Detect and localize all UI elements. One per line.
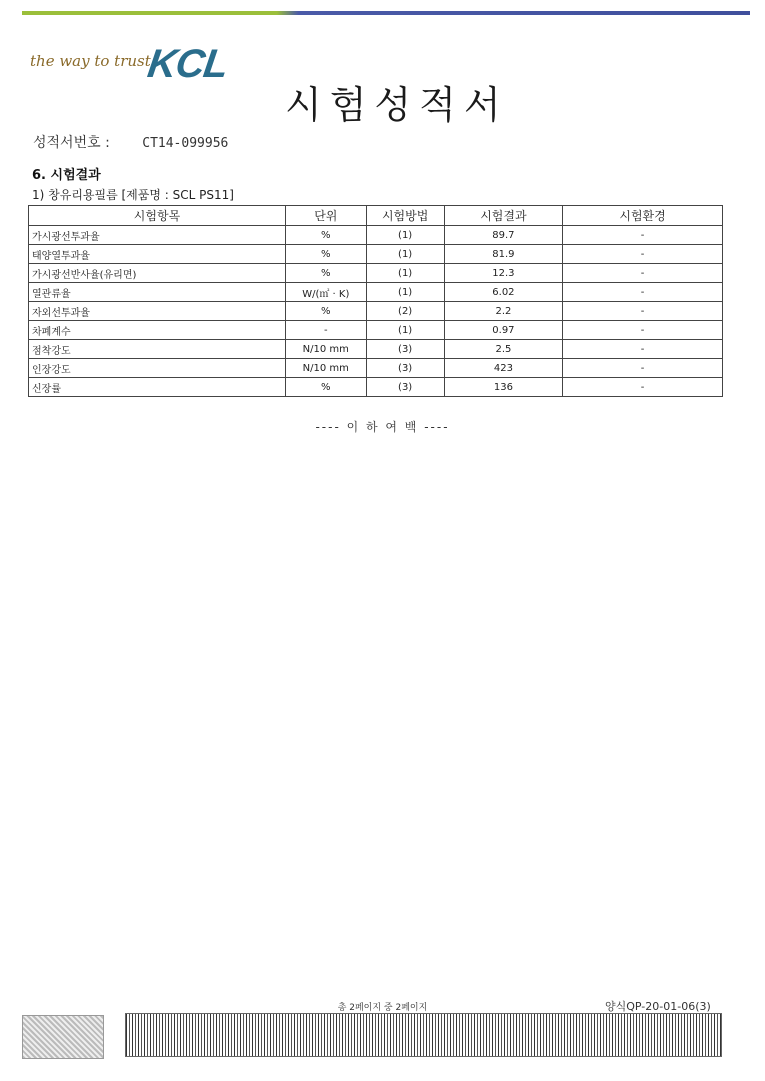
logo-tagline: the way to trust <box>30 52 151 70</box>
table-row <box>29 264 723 283</box>
cell-result: 12.3 <box>444 264 562 283</box>
cell-method: (3) <box>366 378 444 397</box>
cell-environment: - <box>563 340 723 359</box>
table-row <box>29 378 723 397</box>
page-count: 총 2페이지 중 2페이지 <box>337 1003 428 1013</box>
cell-test-item: 태양열투과율 <box>29 245 286 264</box>
cell-method: (1) <box>366 321 444 340</box>
certificate-number-label: 성적서번호 : <box>33 135 110 151</box>
cell-method: (3) <box>366 340 444 359</box>
cell-environment: - <box>563 378 723 397</box>
cell-unit: - <box>285 321 366 340</box>
cell-test-item: 신장률 <box>29 378 286 397</box>
cell-unit: % <box>285 302 366 321</box>
cell-test-item: 자외선투과율 <box>29 302 286 321</box>
cell-method: (2) <box>366 302 444 321</box>
table-row <box>29 226 723 245</box>
table-header-row <box>29 206 723 226</box>
cell-method: (1) <box>366 245 444 264</box>
cell-environment: - <box>563 321 723 340</box>
security-stamp <box>22 1015 104 1059</box>
header-test-item: 시험항목 <box>29 206 286 226</box>
cell-method: (1) <box>366 264 444 283</box>
cell-unit: N/10 mm <box>285 340 366 359</box>
cell-method: (1) <box>366 283 444 302</box>
cell-result: 6.02 <box>444 283 562 302</box>
cell-test-item: 가시광선투과율 <box>29 226 286 245</box>
cell-unit: N/10 mm <box>285 359 366 378</box>
cell-environment: - <box>563 359 723 378</box>
cell-test-item: 점착강도 <box>29 340 286 359</box>
cell-method: (1) <box>366 226 444 245</box>
cell-unit: % <box>285 264 366 283</box>
top-color-bar <box>22 11 750 15</box>
cell-result: 2.5 <box>444 340 562 359</box>
cell-unit: W/(㎡ · K) <box>285 283 366 302</box>
header-environment: 시험환경 <box>563 206 723 226</box>
cell-method: (3) <box>366 359 444 378</box>
header-result: 시험결과 <box>444 206 562 226</box>
cell-unit: % <box>285 226 366 245</box>
cell-environment: - <box>563 245 723 264</box>
cell-environment: - <box>563 302 723 321</box>
table-row <box>29 245 723 264</box>
table-row <box>29 321 723 340</box>
subsection-heading: 1) 창유리용필름 [제품명 : SCL PS11] <box>32 188 234 202</box>
table-row <box>29 302 723 321</box>
table-row <box>29 340 723 359</box>
form-number: 양식QP-20-01-06(3) <box>605 1000 711 1013</box>
cell-test-item: 인장강도 <box>29 359 286 378</box>
cell-environment: - <box>563 264 723 283</box>
cell-result: 2.2 <box>444 302 562 321</box>
cell-result: 136 <box>444 378 562 397</box>
table-row <box>29 359 723 378</box>
certificate-number-line <box>33 132 228 152</box>
cell-environment: - <box>563 226 723 245</box>
logo-mark: KCL <box>144 42 231 86</box>
cell-unit: % <box>285 378 366 397</box>
cell-result: 0.97 <box>444 321 562 340</box>
cell-environment: - <box>563 283 723 302</box>
certificate-number-value: CT14-099956 <box>142 136 229 151</box>
cell-result: 423 <box>444 359 562 378</box>
section-heading: 6. 시험결과 <box>32 168 101 183</box>
cell-test-item: 가시광선반사율(유리면) <box>29 264 286 283</box>
cell-result: 89.7 <box>444 226 562 245</box>
cell-test-item: 차폐계수 <box>29 321 286 340</box>
cell-result: 81.9 <box>444 245 562 264</box>
results-table <box>28 205 723 397</box>
document-title: 시험성적서 <box>285 83 509 127</box>
table-row <box>29 283 723 302</box>
header-method: 시험방법 <box>366 206 444 226</box>
security-barcode <box>125 1013 722 1057</box>
end-of-content-mark: ---- 이 하 여 백 ---- <box>315 420 450 434</box>
header-unit: 단위 <box>285 206 366 226</box>
kcl-logo <box>30 42 231 96</box>
cell-test-item: 열관류율 <box>29 283 286 302</box>
cell-unit: % <box>285 245 366 264</box>
